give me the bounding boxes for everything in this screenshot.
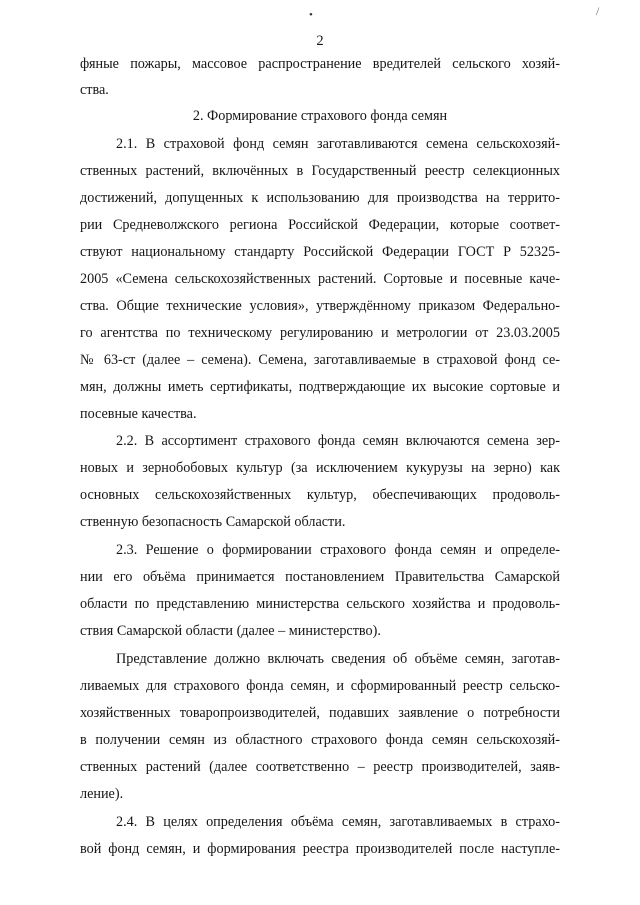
text-line: № 63-ст (далее – семена). Семена, заготавливаемые в страховой фонд се-: [80, 352, 560, 368]
page-number: 2: [316, 33, 324, 49]
text-line: хозяйственных товаропроизводителей, подавших заявление о потребности: [80, 705, 560, 721]
text-line: 2.4. В целях определения объёма семян, заготавливаемых в страхо-: [116, 814, 560, 830]
text-line: основных сельскохозяйственных культур, обеспечивающих продоволь-: [80, 487, 560, 503]
text-line: мян, должны иметь сертификаты, подтверждающие их высокие сортовые и: [80, 379, 560, 395]
text-line: достижений, допущенных к использованию для производства на террито-: [80, 190, 560, 206]
text-line: 2.1. В страховой фонд семян заготавливаются семена сельскохозяй-: [116, 136, 560, 152]
text-line: 2.3. Решение о формировании страхового фонда семян и определе-: [116, 542, 560, 558]
text-line: Представление должно включать сведения об объёме семян, заготав-: [116, 651, 560, 667]
text-line: нии его объёма принимается постановлением Правительства Самарской: [80, 569, 560, 585]
text-line: ствуют национальному стандарту Российской Федерации ГОСТ Р 52325-: [80, 244, 560, 260]
text-line: 2005 «Семена сельскохозяйственных растений. Сортовые и посевные каче-: [80, 271, 560, 287]
text-line: ственную безопасность Самарской области.: [80, 514, 346, 530]
text-line: ственных растений, включённых в Государственный реестр селекционных: [80, 163, 560, 179]
scan-speck: /: [596, 4, 600, 18]
section-heading: 2. Формирование страхового фонда семян: [192, 108, 448, 124]
text-line: новых и зернобобовых культур (за исключением кукурузы на зерно) как: [80, 460, 560, 476]
text-line: ственных растений (далее соответственно – реестр производителей, заяв-: [80, 759, 560, 775]
text-line: в получении семян из областного страхового фонда семян сельскохозяй-: [80, 732, 560, 748]
text-line: ства. Общие технические условия», утверждённому приказом Федерально-: [80, 298, 560, 314]
text-line: ление).: [80, 786, 124, 802]
scan-speck: •: [309, 9, 313, 21]
text-line: рии Средневолжского региона Российской Федерации, которые соответ-: [80, 217, 560, 233]
text-line: посевные качества.: [80, 406, 197, 422]
text-line: го агентства по техническому регулированию и метрологии от 23.03.2005: [80, 325, 560, 341]
text-line: ства.: [80, 82, 109, 98]
text-line: ствия Самарской области (далее – министерство).: [80, 623, 381, 639]
text-line: области по представлению министерства сельского хозяйства и продоволь-: [80, 596, 560, 612]
text-line: ливаемых для страхового фонда семян, и сформированный реестр сельско-: [80, 678, 560, 694]
text-line: вой фонд семян, и формирования реестра производителей после наступле-: [80, 841, 560, 857]
text-line: 2.2. В ассортимент страхового фонда семян включаются семена зер-: [116, 433, 560, 449]
text-line: фяные пожары, массовое распространение вредителей сельского хозяй-: [80, 56, 560, 72]
